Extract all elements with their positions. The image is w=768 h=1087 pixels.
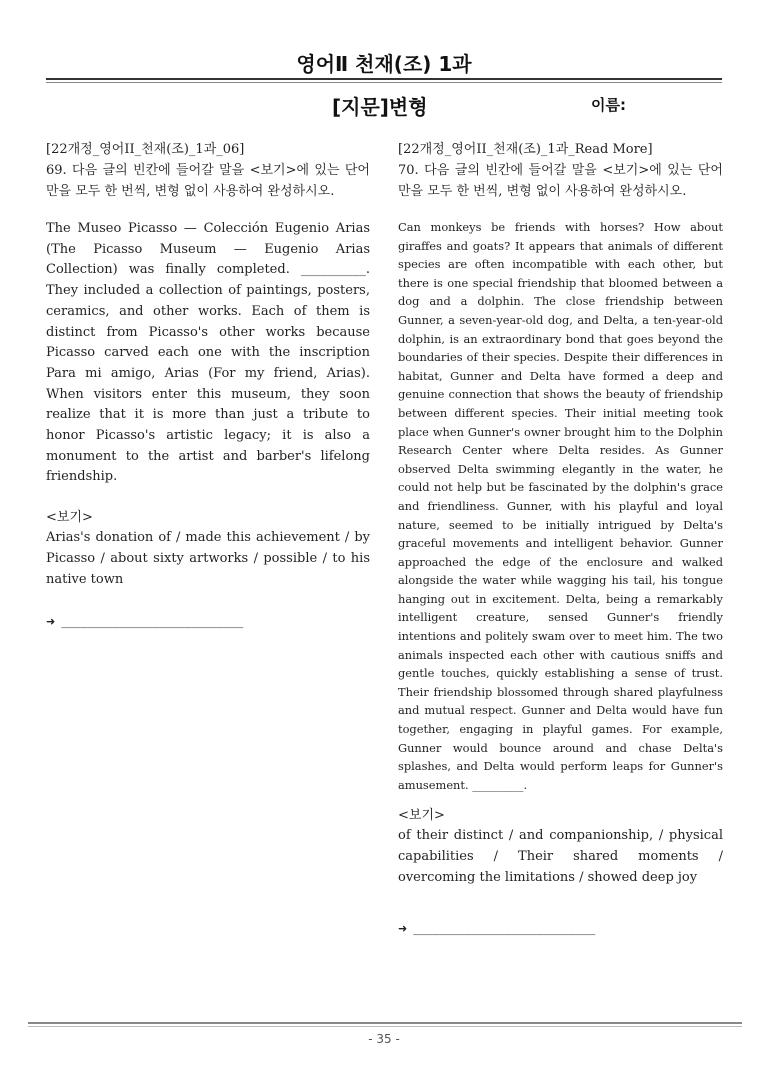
- arrow-icon: ➜: [46, 615, 56, 629]
- question-reference: [22개정_영어II_천재(조)_1과_Read More]: [398, 142, 653, 157]
- answer-blank: ____________________________: [61, 614, 244, 630]
- question-instruction: 69. 다음 글의 빈칸에 들어갈 말을 <보기>에 있는 단어만을 모두 한 번씩, 변형 없이 사용하여 완성하시오.: [46, 163, 370, 199]
- footer-divider-thin: [28, 1026, 742, 1027]
- answer-blank: ____________________________: [413, 920, 596, 936]
- passage-text: The Museo Picasso — Colección Eugenio Arias (The Picasso Museum — Eugenio Arias Collection) was finally completed. __________. They included a collection of paintings, posters, ceramics, and other works. Each of them is distinct from Picasso's other works because Picasso carved each one with the inscription Para mi amigo, Arias (For my friend, Arias). When visitors enter this museum, they soon realize that it is more than just a tribute to honor Picasso's artistic legacy; it is also a monument to the artist and barber's lifelong friendship.: [46, 221, 370, 485]
- right-column: [398, 140, 723, 939]
- page-number: - 35 -: [368, 1032, 400, 1046]
- section-subtitle: [지문]변형: [332, 95, 428, 119]
- footer-divider: [28, 1022, 742, 1024]
- bogi-label: <보기>: [46, 510, 93, 526]
- bogi-label: <보기>: [398, 808, 445, 824]
- question-instruction: 70. 다음 글의 빈칸에 들어갈 말을 <보기>에 있는 단어만을 모두 한 번씩, 변형 없이 사용하여 완성하시오.: [398, 163, 723, 199]
- left-column: [46, 140, 370, 632]
- header-divider: [46, 78, 722, 80]
- passage-text: Can monkeys be friends with horses? How about giraffes and goats? It appears that animals of different species are often incompatible with each other, but there is one special friendship that bloomed between a dog and a dolphin. The close friendship between Gunner, a seven-year-old dog, and Delta, a ten-year-old dolphin, is an extraordinary bond that goes beyond the boundaries of their species. Despite their differences in habitat, Gunner and Delta have formed a deep and genuine connection that shows the beauty of friendship between different species. Their initial meeting took place when Gunner's owner brought him to the Dolphin Research Center where Delta resides. As Gunner observed Delta swimming elegantly in the water, he could not help but be fascinated by the dolphin's grace and friendliness. Gunner, with his playful and loyal nature, seemed to be initially intrigued by Delta's graceful movements and intelligent behavior. Gunner approached the edge of the enclosure and walked alongside the water while wagging his tail, his tongue hanging out in excitement. Delta, being a remarkably intelligent creature, sensed Gunner's friendly intentions and politely swam over to meet him. The two animals inspected each other with cautious sniffs and gentle touches, quickly establishing a sense of trust. Their friendship blossomed through shared playfulness and mutual respect. Gunner and Delta would have fun together, engaging in playful games. For example, Gunner would bounce around and chase Delta's splashes, and Delta would perform leaps for Gunner's amusement. _________.: [398, 220, 723, 792]
- header-divider-thin: [46, 82, 722, 83]
- page-title: 영어Ⅱ 천재(조) 1과: [296, 52, 472, 76]
- arrow-icon: ➜: [398, 921, 408, 935]
- name-label: 이름:: [591, 96, 626, 114]
- bogi-words: of their distinct / and companionship, / physical capabilities / Their shared moments / overcoming the limitations / showed deep joy: [398, 828, 723, 885]
- question-reference: [22개정_영어II_천재(조)_1과_06]: [46, 142, 245, 157]
- bogi-words: Arias's donation of / made this achievement / by Picasso / about sixty artworks / possible / to his native town: [46, 530, 370, 587]
- answer-line: [398, 919, 723, 939]
- answer-line: [46, 612, 370, 632]
